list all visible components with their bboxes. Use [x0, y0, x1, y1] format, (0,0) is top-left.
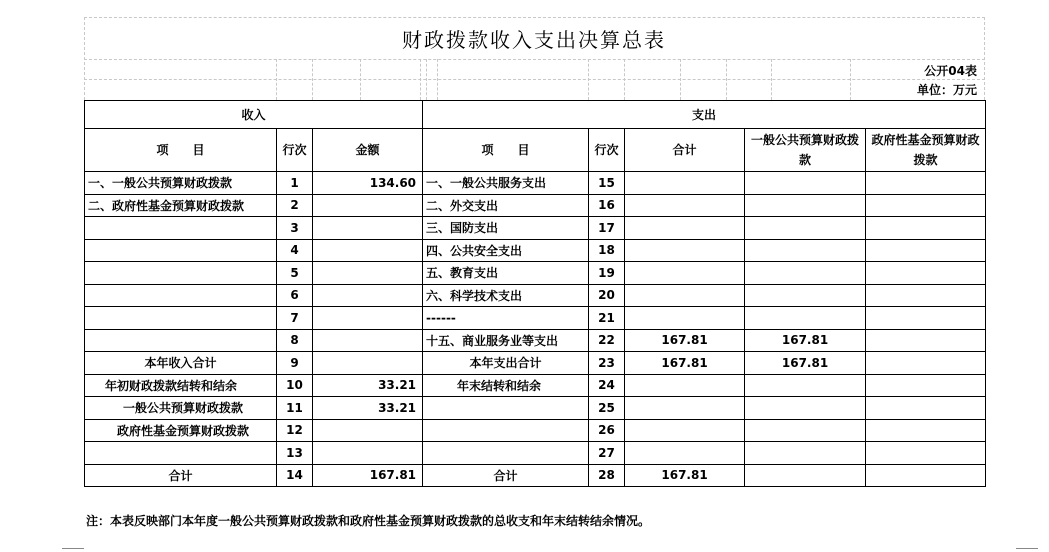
income-item-cell — [85, 217, 277, 240]
expense-rowno-cell: 19 — [589, 262, 625, 285]
expense-total-cell — [625, 217, 745, 240]
expense-item-cell: 四、公共安全支出 — [423, 239, 589, 262]
expense-item-cell: 十五、商业服务业等支出 — [423, 329, 589, 352]
expense-fund-cell — [866, 194, 986, 217]
income-item-cell: 本年收入合计 — [85, 352, 277, 375]
expense-rowno-cell: 18 — [589, 239, 625, 262]
income-rowno-cell: 8 — [277, 329, 313, 352]
expense-general-cell — [745, 419, 866, 442]
income-amount-cell — [313, 284, 423, 307]
income-item-cell — [85, 329, 277, 352]
expense-total-cell: 167.81 — [625, 464, 745, 487]
table-row — [85, 194, 986, 217]
income-rowno-cell: 11 — [277, 397, 313, 420]
expense-item-cell — [423, 397, 589, 420]
expense-general-cell — [745, 397, 866, 420]
expense-fund-cell — [866, 172, 986, 195]
income-amount-cell: 134.60 — [313, 172, 423, 195]
income-rowno-cell: 4 — [277, 239, 313, 262]
expense-rowno-cell: 21 — [589, 307, 625, 330]
expense-rowno-cell: 28 — [589, 464, 625, 487]
income-item-cell — [85, 284, 277, 307]
expense-total-header: 合计 — [625, 129, 745, 172]
footnote: 注：本表反映部门本年度一般公共预算财政拨款和政府性基金预算财政拨款的总收支和年末结转结余情况。 — [86, 514, 651, 528]
expense-general-cell — [745, 194, 866, 217]
table-row — [85, 284, 986, 307]
expense-fund-cell — [866, 217, 986, 240]
income-item-cell: 政府性基金预算财政拨款 — [85, 419, 277, 442]
expense-total-cell — [625, 307, 745, 330]
table-row — [85, 374, 986, 397]
expense-fund-header: 政府性基金预算财政拨款 — [866, 129, 986, 172]
table-row — [85, 239, 986, 262]
income-amount-cell — [313, 307, 423, 330]
table-row — [85, 352, 986, 375]
income-item-header: 项 目 — [85, 129, 277, 172]
income-rowno-cell: 2 — [277, 194, 313, 217]
expense-item-cell: 一、一般公共服务支出 — [423, 172, 589, 195]
expense-total-cell — [625, 442, 745, 465]
expense-total-cell — [625, 194, 745, 217]
table-row — [85, 329, 986, 352]
expense-total-cell — [625, 172, 745, 195]
page-corner-mark — [62, 548, 84, 549]
expense-general-cell — [745, 464, 866, 487]
income-item-cell — [85, 262, 277, 285]
expense-total-cell — [625, 419, 745, 442]
expense-general-cell — [745, 284, 866, 307]
expense-total-cell — [625, 262, 745, 285]
income-amount-cell — [313, 329, 423, 352]
expense-total-cell — [625, 374, 745, 397]
expense-general-cell — [745, 307, 866, 330]
expense-rowno-cell: 20 — [589, 284, 625, 307]
expense-general-cell — [745, 239, 866, 262]
expense-total-cell: 167.81 — [625, 329, 745, 352]
expense-rowno-cell: 27 — [589, 442, 625, 465]
income-rowno-cell: 6 — [277, 284, 313, 307]
income-amount-cell — [313, 419, 423, 442]
table-row — [85, 262, 986, 285]
income-amount-cell — [313, 352, 423, 375]
income-amount-cell — [313, 217, 423, 240]
income-rowno-cell: 13 — [277, 442, 313, 465]
page-title: 财政拨款收入支出决算总表 — [402, 27, 666, 52]
budget-table — [84, 100, 986, 487]
expense-total-cell — [625, 284, 745, 307]
expense-fund-cell — [866, 397, 986, 420]
page-corner-mark — [1016, 548, 1038, 549]
income-rowno-header: 行次 — [277, 129, 313, 172]
table-subheader-row — [85, 129, 986, 172]
expense-item-cell: ------ — [423, 307, 589, 330]
income-amount-cell — [313, 262, 423, 285]
income-rowno-cell: 14 — [277, 464, 313, 487]
expense-rowno-cell: 22 — [589, 329, 625, 352]
form-number: 公开04表 — [924, 64, 977, 78]
expense-total-cell — [625, 239, 745, 262]
expense-fund-cell — [866, 284, 986, 307]
expense-item-cell: 二、外交支出 — [423, 194, 589, 217]
income-rowno-cell: 9 — [277, 352, 313, 375]
income-amount-cell: 33.21 — [313, 397, 423, 420]
income-item-cell: 二、政府性基金预算财政拨款 — [85, 194, 277, 217]
income-amount-cell — [313, 239, 423, 262]
expense-general-cell: 167.81 — [745, 329, 866, 352]
income-item-cell — [85, 239, 277, 262]
income-rowno-cell: 7 — [277, 307, 313, 330]
expense-header: 支出 — [423, 101, 986, 129]
expense-item-cell — [423, 419, 589, 442]
income-amount-cell: 33.21 — [313, 374, 423, 397]
expense-rowno-cell: 26 — [589, 419, 625, 442]
income-rowno-cell: 5 — [277, 262, 313, 285]
table-row — [85, 397, 986, 420]
expense-general-cell: 167.81 — [745, 352, 866, 375]
expense-item-cell: 三、国防支出 — [423, 217, 589, 240]
expense-item-header: 项 目 — [423, 129, 589, 172]
expense-fund-cell — [866, 352, 986, 375]
income-header: 收入 — [85, 101, 423, 129]
table-row — [85, 217, 986, 240]
income-rowno-cell: 1 — [277, 172, 313, 195]
income-amount-header: 金额 — [313, 129, 423, 172]
expense-item-cell: 六、科学技术支出 — [423, 284, 589, 307]
expense-rowno-header: 行次 — [589, 129, 625, 172]
expense-general-cell — [745, 262, 866, 285]
expense-item-cell: 本年支出合计 — [423, 352, 589, 375]
expense-fund-cell — [866, 329, 986, 352]
expense-general-cell — [745, 442, 866, 465]
expense-rowno-cell: 25 — [589, 397, 625, 420]
expense-general-cell — [745, 217, 866, 240]
expense-item-cell: 年末结转和结余 — [423, 374, 589, 397]
expense-fund-cell — [866, 239, 986, 262]
unit-label: 单位：万元 — [916, 83, 977, 97]
expense-rowno-cell: 16 — [589, 194, 625, 217]
table-row — [85, 464, 986, 487]
income-rowno-cell: 3 — [277, 217, 313, 240]
expense-general-cell — [745, 374, 866, 397]
income-item-cell: 年初财政拨款结转和结余 — [85, 374, 277, 397]
expense-rowno-cell: 17 — [589, 217, 625, 240]
expense-total-cell: 167.81 — [625, 352, 745, 375]
expense-fund-cell — [866, 262, 986, 285]
expense-fund-cell — [866, 307, 986, 330]
income-amount-cell: 167.81 — [313, 464, 423, 487]
expense-item-cell — [423, 442, 589, 465]
expense-fund-cell — [866, 419, 986, 442]
expense-fund-cell — [866, 464, 986, 487]
table-row — [85, 172, 986, 195]
income-item-cell: 合计 — [85, 464, 277, 487]
income-rowno-cell: 10 — [277, 374, 313, 397]
expense-rowno-cell: 24 — [589, 374, 625, 397]
expense-item-cell: 五、教育支出 — [423, 262, 589, 285]
table-header-row — [85, 101, 986, 129]
expense-fund-cell — [866, 374, 986, 397]
table-row — [85, 419, 986, 442]
table-row — [85, 442, 986, 465]
income-item-cell: 一、一般公共预算财政拨款 — [85, 172, 277, 195]
income-amount-cell — [313, 194, 423, 217]
expense-general-header: 一般公共预算财政拨款 — [745, 129, 866, 172]
income-rowno-cell: 12 — [277, 419, 313, 442]
income-item-cell: 一般公共预算财政拨款 — [85, 397, 277, 420]
table-row — [85, 307, 986, 330]
expense-rowno-cell: 15 — [589, 172, 625, 195]
expense-fund-cell — [866, 442, 986, 465]
expense-rowno-cell: 23 — [589, 352, 625, 375]
expense-item-cell: 合计 — [423, 464, 589, 487]
expense-general-cell — [745, 172, 866, 195]
income-amount-cell — [313, 442, 423, 465]
expense-total-cell — [625, 397, 745, 420]
income-item-cell — [85, 307, 277, 330]
income-item-cell — [85, 442, 277, 465]
